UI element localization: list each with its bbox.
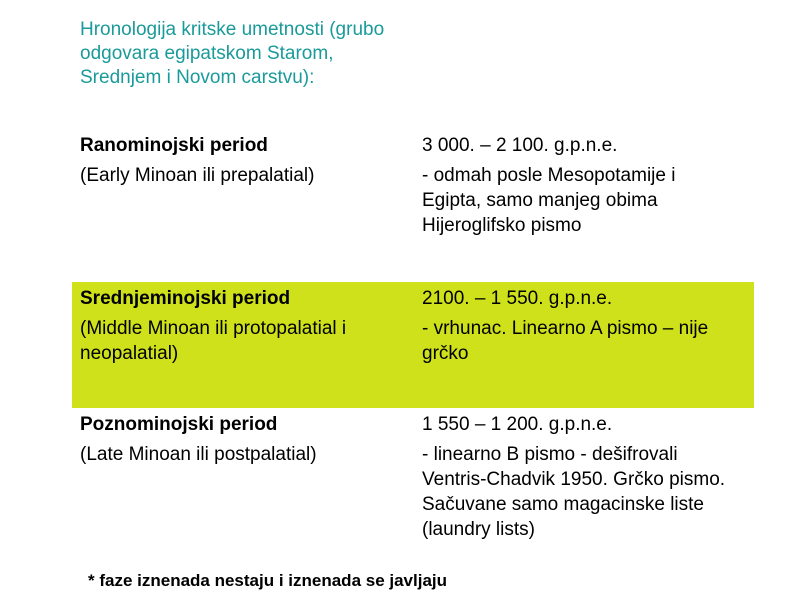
period-english: (Middle Minoan ili protopalatial i neopalatial) (80, 318, 347, 364)
period-name: Ranominojski period (80, 135, 268, 156)
period-row-early (72, 130, 754, 260)
period-notes: - odmah posle Mesopotamije i Egipta, samo manjeg obima Hijeroglifsko pismo (422, 165, 676, 236)
period-english: (Early Minoan ili prepalatial) (80, 165, 315, 186)
period-notes: - linearno B pismo - dešifrovali Ventris-Chadvik 1950. Grčko pismo. Sačuvane samo magacinske liste (laundry lists) (422, 444, 726, 540)
period-row-late (72, 408, 754, 558)
period-name: Poznominojski period (80, 414, 278, 435)
period-dates: 1 550 – 1 200. g.p.n.e. (422, 414, 613, 435)
period-notes: - vrhunac. Linearno A pismo – nije grčko (422, 318, 709, 364)
period-dates: 2100. – 1 550. g.p.n.e. (422, 288, 613, 309)
footnote: * faze iznenada nestaju i iznenada se javljaju (88, 571, 448, 590)
slide-title: Hronologija kritske umetnosti (grubo odgovara egipatskom Starom, Srednjem i Novom carstvu): (80, 19, 385, 88)
period-english: (Late Minoan ili postpalatial) (80, 444, 317, 465)
period-dates: 3 000. – 2 100. g.p.n.e. (422, 135, 618, 156)
period-name: Srednjeminojski period (80, 288, 291, 309)
period-row-middle (72, 282, 754, 408)
